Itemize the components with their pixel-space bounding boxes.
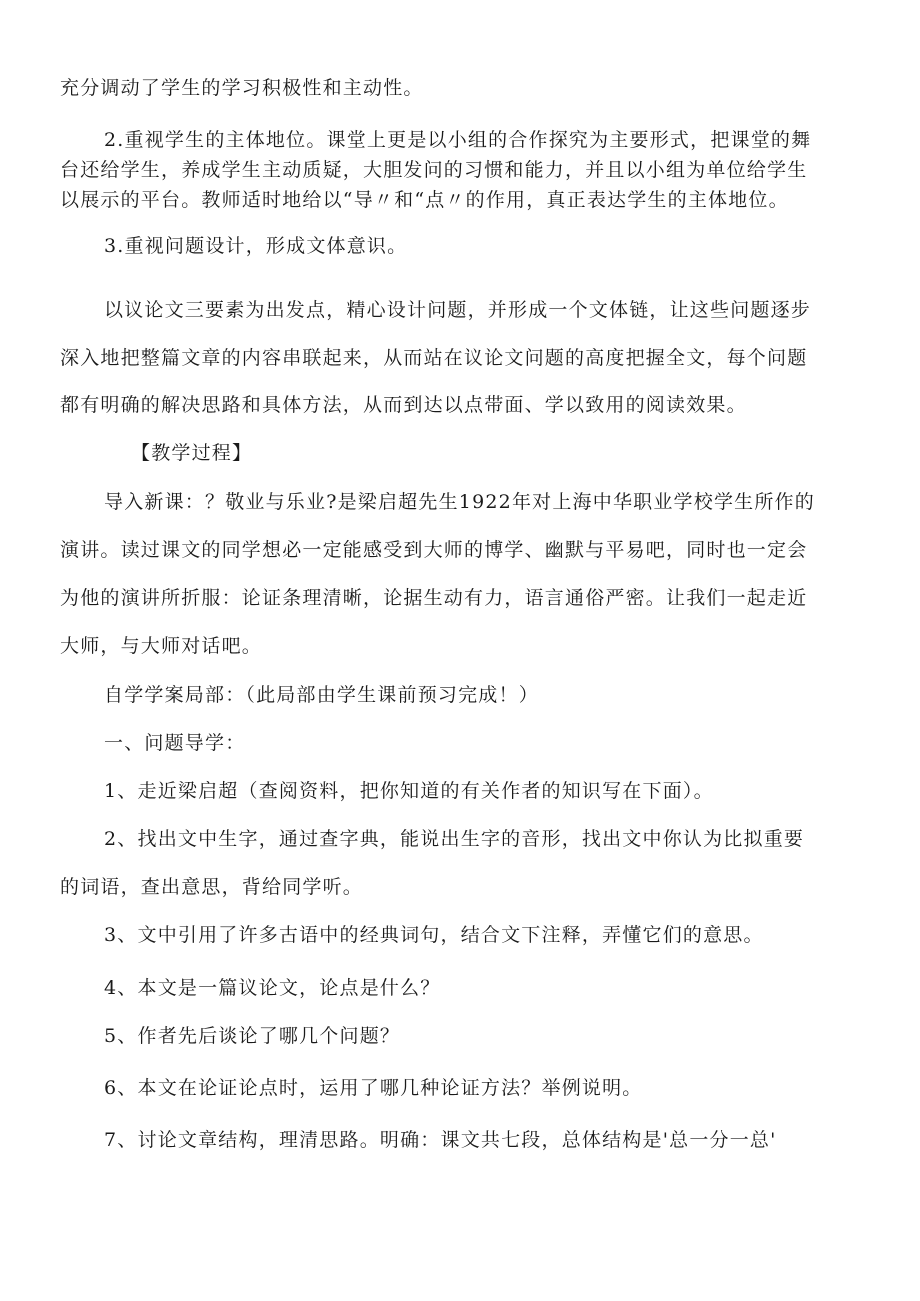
paragraph-point-2-line-2: 台还给学生，养成学生主动质疑，大胆发问的习惯和能力，并且以小组为单位给学生: [60, 159, 808, 181]
question-3: 3、文中引用了许多古语中的经典词句，结合文下注释，弄懂它们的意思。: [104, 924, 764, 946]
paragraph-lead-in-line-1: 导入新课：？敬业与乐业?是梁启超先生1922年对上海中华职业学校学生所作的: [104, 491, 815, 513]
paragraph-lead-in-line-3: 为他的演讲所折服：论证条理清晰，论据生动有力，语言通俗严密。让我们一起走近: [60, 587, 808, 609]
question-6: 6、本文在论证论点时，运用了哪几种论证方法？举例说明。: [104, 1077, 643, 1099]
question-1: 1、走近梁启超（查阅资料，把你知道的有关作者的知识写在下面）。: [104, 780, 714, 802]
paragraph-lead-in-line-4: 大师，与大师对话吧。: [60, 635, 263, 657]
paragraph-lead-in-line-2: 演讲。读过课文的同学想必一定能感受到大师的博学、幽默与平易吧，同时也一定会: [60, 539, 808, 561]
paragraph-intro-tail-line-1: 充分调动了学生的学习积极性和主动性。: [60, 77, 424, 99]
section-title-teaching-process: 【教学过程】: [131, 442, 253, 464]
paragraph-point-2-line-1: 2.重视学生的主体地位。课堂上更是以小组的合作探究为主要形式，把课堂的舞: [104, 129, 812, 151]
paragraph-point-3-body-line-3: 都有明确的解决思路和具体方法，从而到达以点带面、学以致用的阅读效果。: [60, 394, 747, 416]
question-2-line-1: 2、找出文中生字，通过查字典，能说出生字的音形，找出文中你认为比拟重要: [104, 828, 805, 850]
question-2-line-2: 的词语，查出意思，背给同学听。: [60, 876, 364, 898]
question-5: 5、作者先后谈论了哪几个问题？: [104, 1025, 401, 1047]
paragraph-point-3-body-line-2: 深入地把整篇文章的内容串联起来，从而站在议论文问题的高度把握全文，每个问题: [60, 347, 808, 369]
paragraph-point-3-line-1: 3.重视问题设计，形成文体意识。: [104, 235, 408, 257]
paragraph-point-2-line-3: 以展示的平台。教师适时地给以“导〃和“点〃的作用，真正表达学生的主体地位。: [60, 189, 789, 211]
paragraph-point-3-body-line-1: 以议论文三要素为出发点，精心设计问题，并形成一个文体链，让这些问题逐步: [104, 299, 812, 321]
question-7: 7、讨论文章结构，理清思路。明确：课文共七段，总体结构是'总一分一总': [104, 1129, 777, 1151]
question-4: 4、本文是一篇议论文，论点是什么？: [104, 977, 441, 999]
question-section-heading: 一、问题导学：: [104, 732, 246, 754]
paragraph-self-study: 自学学案局部：（此局部由学生课前预习完成！）: [104, 684, 539, 706]
